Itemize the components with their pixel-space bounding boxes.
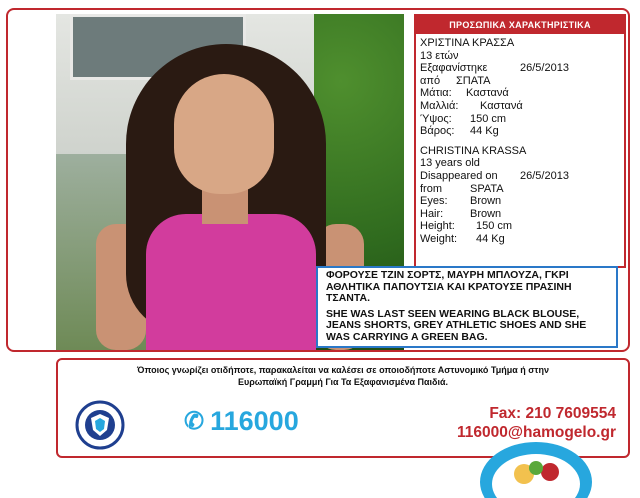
personal-details-panel (414, 14, 626, 268)
email-address[interactable]: 116000@hamogelo.gr (457, 424, 616, 441)
english-from-place: SPATA (470, 182, 504, 195)
english-hair-value: Brown (470, 207, 502, 220)
clothing-description-box (316, 266, 618, 348)
english-name: CHRISTINA KRASSA (420, 144, 527, 157)
english-disappeared-label: Disappeared on (420, 169, 498, 182)
english-from-label: from (420, 182, 442, 195)
greek-weight-label: Βάρος: (420, 125, 455, 138)
greek-from-label: από (420, 74, 441, 87)
greek-details (416, 34, 624, 246)
english-eyes-label: Eyes: (420, 195, 448, 208)
greek-disappeared-date: 26/5/2013 (520, 62, 569, 75)
greek-height-value: 150 cm (470, 112, 507, 125)
english-weight-label: Weight: (420, 232, 458, 245)
english-age: 13 years old (420, 157, 480, 170)
contact-details (457, 404, 616, 442)
english-weight-value: 44 Kg (476, 232, 505, 245)
greek-eyes-value: Καστανά (466, 87, 509, 100)
english-eyes-value: Brown (470, 195, 502, 208)
greek-age: 13 ετών (420, 49, 459, 62)
greek-hair-label: Μαλλιά: (420, 99, 459, 112)
hotline[interactable] (184, 406, 299, 437)
clothing-greek: ΦΟΡΟΥΣΕ ΤΖΙΝ ΣΟΡΤΣ, ΜΑΥΡΗ ΜΠΛΟΥΖΑ, ΓΚΡΙ ΑΘΛΗΤΙΚΑ ΠΑΠΟΥΤΣΙΑ ΚΑΙ ΚΡΑΤΟΥΣΕ ΠΡΑΣΙΝΗ ΤΣΑΝΤΑ. (326, 269, 572, 305)
hotline-number[interactable]: 116000 (210, 406, 299, 436)
greek-eyes-label: Μάτια: (420, 87, 452, 100)
greek-disappeared-label: Εξαφανίστηκε (420, 62, 488, 75)
police-badge-icon (72, 400, 128, 450)
call-notice (58, 364, 628, 388)
english-hair-label: Hair: (420, 207, 444, 220)
greek-from-place: ΣΠΑΤΑ (456, 74, 491, 87)
fax-number: Fax: 210 7609554 (489, 405, 616, 422)
notice-line-2: Ευρωπαϊκή Γραμμή Για Τα Εξαφανισμένα Παιδιά. (237, 377, 449, 387)
notice-line-1: Όποιος γνωρίζει οτιδήποτε, παρακαλείται να καλέσει σε οποιοδήποτε Αστυνομικό Τμήμα ή στην (137, 365, 549, 375)
english-height-value: 150 cm (476, 220, 513, 233)
greek-weight-value: 44 Kg (470, 125, 499, 138)
english-disappeared-date: 26/5/2013 (520, 169, 569, 182)
english-height-label: Height: (420, 220, 455, 233)
greek-height-label: Ύψος: (420, 112, 452, 125)
greek-name: ΧΡΙΣΤΙΝΑ ΚΡΑΣΣΑ (420, 37, 515, 49)
mascot-logo (476, 438, 596, 498)
greek-hair-value: Καστανά (480, 99, 523, 112)
phone-icon: ✆ (184, 408, 205, 435)
panel-heading: ΠΡΟΣΩΠΙΚΑ ΧΑΡΑΚΤΗΡΙΣΤΙΚΑ (416, 16, 624, 34)
clothing-english: SHE WAS LAST SEEN WEARING BLACK BLOUSE, JEANS SHORTS, GREY ATHLETIC SHOES AND SHE WAS CARRYING A GREEN BAG. (326, 307, 587, 343)
